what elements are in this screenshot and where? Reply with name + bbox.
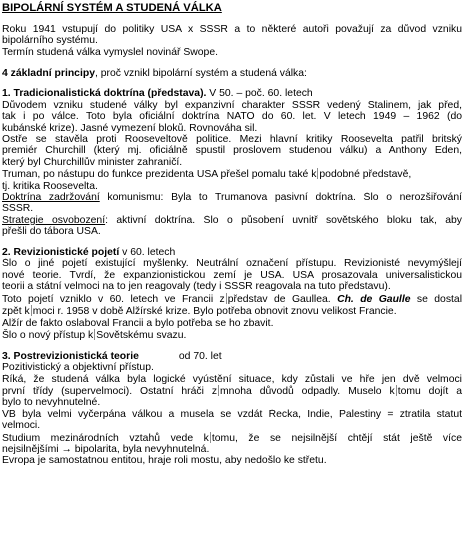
section-heading-bold: 3. Postrevizionistická teorie <box>2 350 139 362</box>
text-line <box>0 329 464 341</box>
text-fragment: podobné představě, <box>319 169 412 181</box>
text-line <box>0 385 464 397</box>
section-revisionist <box>0 247 464 341</box>
section-heading-rest: od 70. let <box>178 350 222 362</box>
text-fragment: zpět k <box>2 306 30 318</box>
text-fragment: mnoha důvodů odpadly. Muselo k <box>220 385 395 397</box>
text-line: premiér Churchill (který mj. oficiálně spustil proslovem studenou válku) a Anthony Eden, <box>2 145 462 157</box>
text-line <box>0 293 464 305</box>
text-line: velmoci. <box>2 420 41 432</box>
principles-heading-rest: , proč vznikl bipolární systém a studená válka: <box>94 67 307 79</box>
section-heading-rest: V 50. – poč. 60. letech <box>206 88 313 100</box>
text-line: nové teorie. Tvrdí, že expanzionistickou zemí je USA. USA prosazovala universalistickou <box>2 269 462 281</box>
text-fragment: představ de Gaullea. <box>227 293 331 305</box>
text-line: tak i po válce. Toto byla oficiální doktrína NATO do 60. let. V letech 1949 – 1962 (do <box>2 111 462 123</box>
text-line: přešli do tábora USA. <box>2 226 101 238</box>
text-fragment: Truman, po nástupu do funkce prezidenta USA přešel pomalu také k <box>2 169 317 181</box>
section-heading-bold: 2. Revizionistické pojetí <box>2 247 120 259</box>
term-liberation-strategy: Strategie osvobození <box>2 214 106 226</box>
text-fragment: tomu, že se nejsilnější chtějí stát ještě více <box>211 432 462 444</box>
term-containment: Doktrína zadržování <box>2 192 100 204</box>
text-cursor-mark <box>226 293 227 304</box>
principles-heading <box>0 68 464 79</box>
text-line: Říká, že studená válka byla logické vyústění situace, kdy zůstali ve hře jen dvě velmoci <box>2 373 462 385</box>
text-line: teorii a státní velmoci na to jen reagovaly (tedy i SSSR reagovala na tuto představu). <box>2 281 391 293</box>
text-fragment: : aktivní doktrína. Šlo o působení uvnitř sovětského bloku tak, aby <box>105 214 462 226</box>
text-line: VB byla velmi vyčerpána válkou a musela se vzdát Řecka, Indie, Palestiny = ztratila statut <box>2 408 462 420</box>
text-fragment: tomu dojít a <box>397 385 462 397</box>
text-line: Termín studená válka vymyslel novinář Swope. <box>2 46 218 58</box>
text-cursor-mark <box>31 305 32 316</box>
principles-heading-bold: 4 základní principy <box>2 67 95 79</box>
paragraph-gap <box>0 58 464 67</box>
text-line: který byl Churchillův minister zahraničí. <box>2 156 183 168</box>
paragraph-gap <box>0 238 464 247</box>
text-line <box>0 192 464 203</box>
text-line: Roku 1941 vstupují do politiky USA x SSSR a to některé autoři považují za důvod vzniku <box>2 24 462 35</box>
text-line: tj. kritika Roosevelta. <box>2 180 98 192</box>
text-line: bylo to nevyhnutelné. <box>2 397 101 409</box>
text-line: bipolárního systému. <box>2 35 98 47</box>
text-line: Pozitivistický a objektivní přístup. <box>2 362 154 374</box>
section-postrevisionist <box>0 351 464 467</box>
text-fragment: Sovětskému svazu. <box>96 329 187 341</box>
text-line <box>0 432 464 444</box>
text-line <box>0 305 464 317</box>
text-cursor-mark <box>210 432 211 443</box>
text-fragment: se dostal <box>410 293 462 305</box>
text-line: SSSR. <box>2 203 34 215</box>
text-fragment: Studium mezinárodních vztahů vede k <box>2 432 209 444</box>
text-cursor-mark <box>396 385 397 396</box>
section-heading <box>0 351 464 362</box>
text-line <box>0 168 464 180</box>
section-traditionalist <box>0 88 464 237</box>
text-line <box>0 215 464 226</box>
text-fragment: moci r. 1958 v době Alžírské krize. Bylo potřeba obnovit znovu velikost Francie. <box>32 306 397 318</box>
paragraph-gap <box>0 341 464 350</box>
text-fragment: komunismu: Byla to Trumanova pasivní doktrína. Šlo o nerozšiřování <box>99 192 463 204</box>
paragraph-gap <box>0 79 464 88</box>
text-fragment: první třídy (supervelmoci). Ostatní hráči z <box>2 385 218 397</box>
text-fragment: Toto pojetí vzniklo v 60. letech ve Francii z <box>2 293 225 305</box>
text-line: Ostře se stavěla proti Rooseveltově politice. Mezi hlavní kritiky Roosevelta patřil britský <box>2 134 462 146</box>
document-title: BIPOLÁRNÍ SYSTÉM A STUDENÁ VÁLKA <box>2 2 222 14</box>
text-fragment: Šlo o nový přístup k <box>2 329 94 341</box>
text-line: kubánské krize). Jasné vymezení bloků. Rovnováha sil. <box>2 122 258 134</box>
text-line: Důvodem vzniku studené války byl expanzivní charakter SSSR vedený Stalinem, jak před, <box>2 99 462 111</box>
text-line: Evropa je samostatnou entitou, hraje roli mostu, aby nedošlo ke střetu. <box>2 455 327 467</box>
text-line: nejsilnějšími → bipolarita, byla nevyhnutelná. <box>2 443 210 455</box>
section-heading <box>0 247 464 258</box>
text-cursor-mark <box>218 385 219 396</box>
name-de-gaulle: Ch. de Gaulle <box>337 293 411 305</box>
text-line: Alžír de fakto oslaboval Francii a bylo potřeba se ho zbavit. <box>2 317 274 329</box>
section-heading-bold: 1. Tradicionalistická doktrína (představa). <box>2 88 207 100</box>
section-heading <box>0 88 464 99</box>
section-heading-rest: v 60. letech <box>119 247 176 259</box>
text-line: Šlo o jiné pojetí existující myšlenky. Neutrální označení přístupu. Revizionisté nevymýšlejí <box>2 258 462 270</box>
intro-paragraph <box>0 15 464 58</box>
